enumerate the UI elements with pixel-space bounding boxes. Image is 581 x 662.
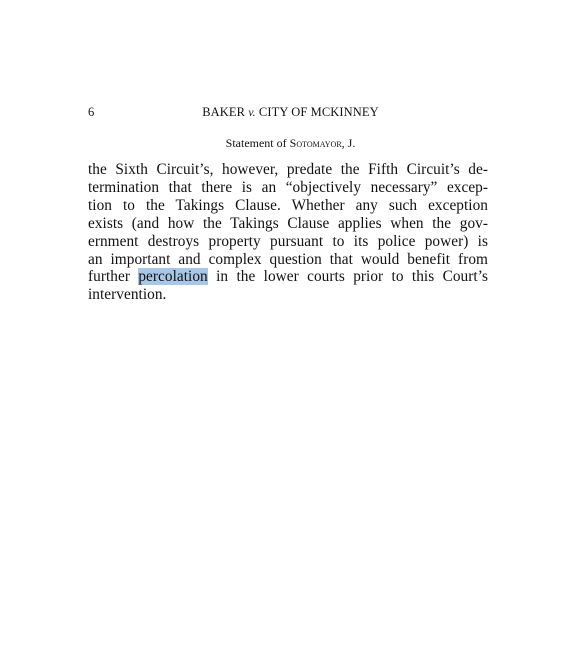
- text-line-with-selection[interactable]: [88, 268, 488, 286]
- case-name-part2: CITY OF MCKINNEY: [258, 105, 379, 119]
- line7-after[interactable]: in the lower courts prior to this Court’s: [207, 268, 489, 286]
- text-line[interactable]: the Sixth Circuit’s, however, predate the Fifth Circuit’s de-: [88, 161, 488, 178]
- text-line[interactable]: ernment destroys property pursuant to its police power) is: [88, 232, 488, 250]
- text-line[interactable]: exists (and how the Takings Clause applies when the gov-: [88, 214, 488, 232]
- text-line[interactable]: an important and complex question that would benefit from: [88, 250, 488, 268]
- selected-text-highlight[interactable]: percolation: [138, 268, 208, 286]
- statement-prefix: Statement of: [225, 136, 290, 150]
- case-name-part1: BAKER: [202, 105, 246, 119]
- statement-suffix: , J.: [341, 136, 356, 150]
- case-name-v: v.: [248, 107, 256, 119]
- page-number: 6: [88, 105, 95, 119]
- text-line[interactable]: tion to the Takings Clause. Whether any such exception: [88, 196, 488, 214]
- text-line[interactable]: termination that there is an “objectively necessary” excep-: [88, 178, 488, 196]
- statement-line: [0, 135, 581, 151]
- body-paragraph[interactable]: [88, 161, 488, 304]
- text-line[interactable]: intervention.: [88, 286, 167, 304]
- statement-justice: Sotomayor: [289, 136, 342, 150]
- line7-before[interactable]: further: [88, 268, 139, 286]
- running-head: [0, 104, 581, 121]
